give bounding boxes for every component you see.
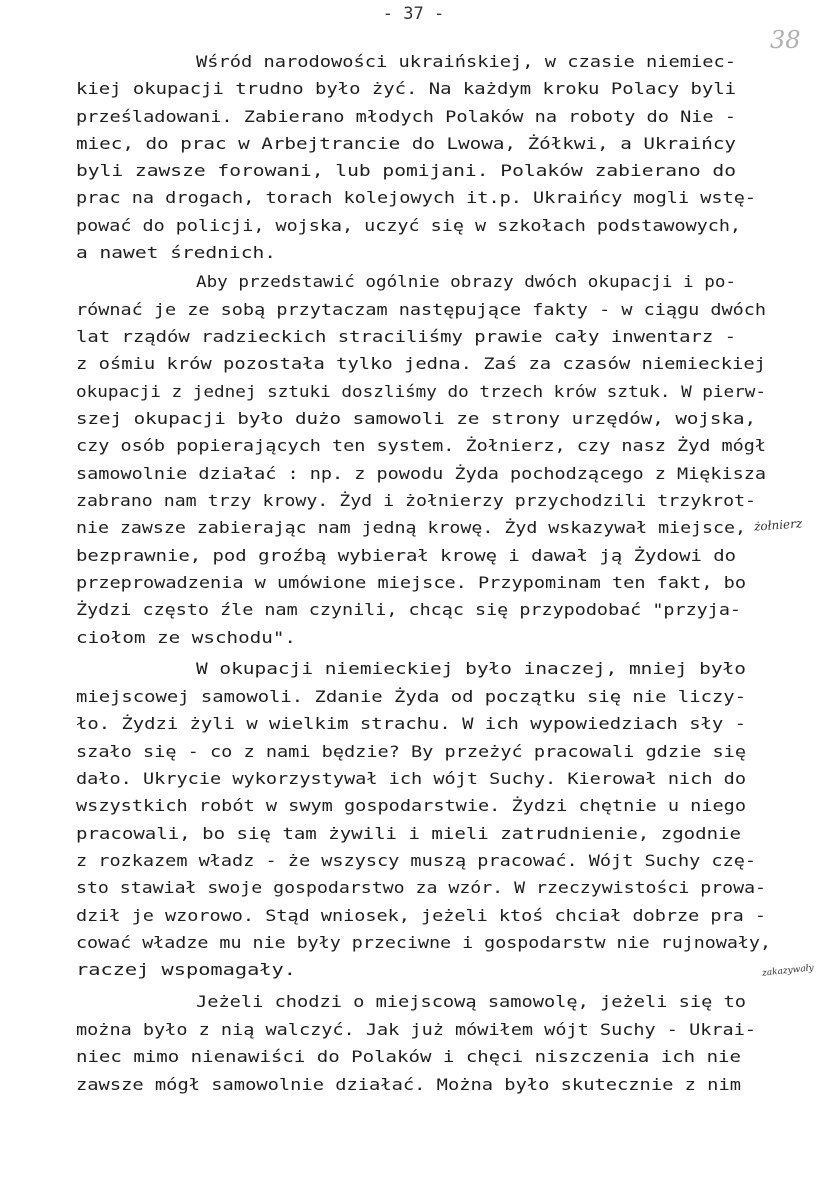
text-line: ciołom ze wschodu". [76, 628, 296, 647]
text-line: szało się - co z nami będzie? By przeżyć pracowali gdzie się [76, 742, 746, 761]
text-line: miejscowej samowoli. Zdanie Żyda od początku się nie liczy- [76, 687, 746, 706]
text-line: miec, do prac w Arbejtrancie do Lwowa, Żółkwi, a Ukraińcy [76, 134, 736, 153]
text-line: samowolnie działać : np. z powodu Żyda pochodzącego z Miękisza [76, 464, 766, 483]
text-line: raczej wspomagały. [76, 960, 296, 979]
text-line: ło. Żydzi żyli w wielkim strachu. W ich wypowiedziach sły - [76, 714, 746, 733]
text-line: cować władze mu nie były przeciwne i gospodarstw nie rujnowały, [76, 933, 771, 952]
text-line: szej okupacji było dużo samowoli ze strony urzędów, wojska, [76, 409, 756, 428]
text-line: dało. Ukrycie wykorzystywał ich wójt Suchy. Kierował nich do [76, 769, 746, 788]
page-number: - 37 - [382, 4, 445, 24]
text-line: z rozkazem władz - że wszyscy muszą pracować. Wójt Suchy czę- [76, 851, 756, 870]
text-line: prac na drogach, torach kolejowych it.p. Ukraińcy mogli wstę- [76, 188, 756, 207]
text-line: a nawet średnich. [76, 243, 276, 262]
text-line: wszystkich robót w swym gospodarstwie. Żydzi chętnie u niego [76, 796, 746, 815]
text-line: zawsze mógł samowolnie działać. Można było skutecznie z nim [76, 1075, 742, 1094]
folio-number: 38 [770, 26, 801, 54]
text-line: równać je ze sobą przytaczam następujące fakty - w ciągu dwóch [76, 300, 766, 319]
text-line: czy osób popierających ten system. Żołnierz, czy nasz Żyd mógł [76, 436, 766, 455]
margin-note: żołnierz [753, 516, 803, 534]
text-line: lat rządów radzieckich straciliśmy prawie cały inwentarz - [76, 327, 736, 346]
margin-note: zakazywały [761, 963, 815, 979]
text-line: kiej okupacji trudno było żyć. Na każdym kroku Polacy byli [76, 79, 736, 98]
text-line: Wśród narodowości ukraińskiej, w czasie niemiec- [196, 52, 736, 71]
text-line: zabrano nam trzy krowy. Żyd i żołnierzy przychodzili trzykrot- [76, 491, 756, 510]
text-line: prześladowani. Zabierano młodych Polaków na roboty do Nie - [76, 107, 736, 126]
text-line: przeprowadzenia w umówione miejsce. Przypominam ten fakt, bo [76, 573, 746, 592]
text-line: byli zawsze forowani, lub pomijani. Polaków zabierano do [76, 161, 736, 180]
text-line: dził je wzorowo. Stąd wniosek, jeżeli ktoś chciał dobrze pra - [76, 906, 766, 925]
text-line: W okupacji niemieckiej było inaczej, mniej było [196, 659, 746, 678]
text-line: niec mimo nienawiści do Polaków i chęci niszczenia ich nie [76, 1047, 741, 1066]
text-line: można było z nią walczyć. Jak już mówiłem wójt Suchy - Ukrai- [76, 1020, 756, 1039]
text-line: okupacji z jednej sztuki doszliśmy do trzech krów sztuk. W pierw- [76, 382, 766, 401]
text-line: bezprawnie, pod groźbą wybierał krowę i dawał ją Żydowi do [76, 546, 736, 565]
text-line: Aby przedstawić ogólnie obrazy dwóch okupacji i po- [196, 272, 736, 291]
text-line: pować do policji, wojska, uczyć się w szkołach podstawowych, [76, 216, 741, 235]
text-line: Jeżeli chodzi o miejscową samowolę, jeżeli się to [196, 992, 746, 1011]
text-line: sto stawiał swoje gospodarstwo za wzór. W rzeczywistości prowa- [76, 878, 766, 897]
text-line: Żydzi często źle nam czynili, chcąc się przypodobać "przyja- [76, 600, 741, 619]
text-line: z ośmiu krów pozostała tylko jedna. Zaś za czasów niemieckiej [76, 354, 766, 373]
text-line: nie zawsze zabierając nam jedną krowę. Żyd wskazywał miejsce, [76, 518, 746, 537]
text-line: pracowali, bo się tam żywili i mieli zatrudnienie, zgodnie [76, 824, 741, 843]
